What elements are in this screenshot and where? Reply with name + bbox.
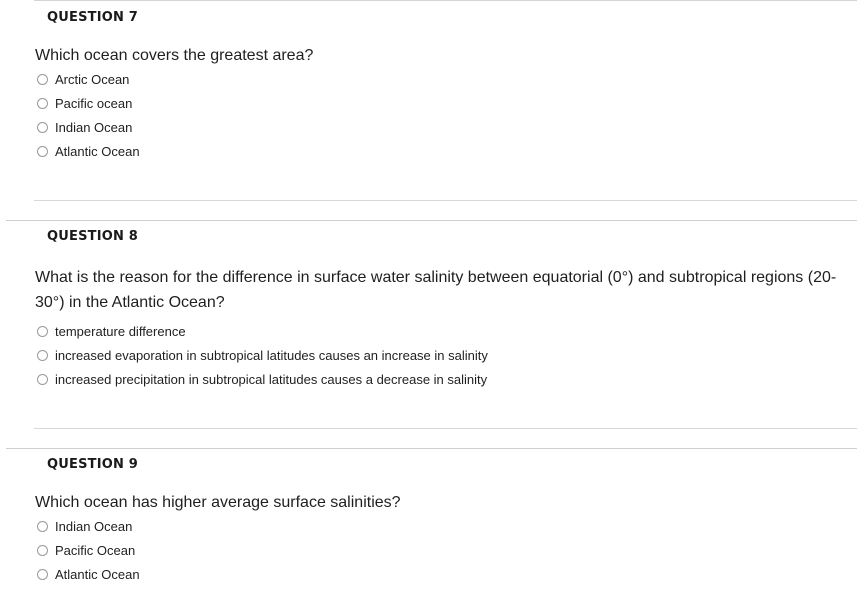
q7-option-indian[interactable] [37,118,132,136]
q9-option-atlantic[interactable] [37,565,140,583]
q7-option-atlantic[interactable] [37,142,140,160]
question-7-bottom-rule [34,200,857,201]
option-label: Pacific Ocean [55,542,136,558]
radio-button[interactable] [37,545,48,556]
question-8-text: What is the reason for the difference in surface water salinity between equatorial (0°) and subtropical regions (20-30°) in the Atlantic Ocean? [35,269,837,311]
option-label: Indian Ocean [55,518,133,534]
radio-button[interactable] [37,350,48,361]
q9-option-indian[interactable] [37,517,132,535]
q8-option-precipitation[interactable] [37,370,487,388]
question-separator [6,448,857,449]
radio-button[interactable] [37,374,48,385]
q8-option-temperature[interactable] [37,322,186,340]
radio-button[interactable] [37,122,48,133]
question-7-text: Which ocean covers the greatest area? [35,47,314,64]
option-label: Atlantic Ocean [55,566,140,582]
radio-button[interactable] [37,569,48,580]
option-label: increased precipitation in subtropical latitudes causes a decrease in salinity [55,371,488,387]
question-separator [6,220,857,221]
option-label: temperature difference [55,323,186,339]
option-label: Arctic Ocean [55,71,130,87]
radio-button[interactable] [37,74,48,85]
question-8-heading: QUESTION 8 [47,229,139,244]
q7-option-pacific[interactable] [37,94,132,112]
question-9-heading: QUESTION 9 [47,457,139,472]
question-8-bottom-rule [34,428,857,429]
option-label: increased evaporation in subtropical latitudes causes an increase in salinity [55,347,488,363]
question-9-text: Which ocean has higher average surface salinities? [35,494,401,511]
radio-button[interactable] [37,326,48,337]
q7-option-arctic[interactable] [37,70,129,88]
option-label: Pacific ocean [55,95,133,111]
question-7-heading: QUESTION 7 [47,10,139,25]
radio-button[interactable] [37,98,48,109]
option-label: Indian Ocean [55,119,133,135]
radio-button[interactable] [37,521,48,532]
radio-button[interactable] [37,146,48,157]
option-label: Atlantic Ocean [55,143,140,159]
q8-option-evaporation[interactable] [37,346,488,364]
q9-option-pacific[interactable] [37,541,135,559]
top-divider [34,0,857,1]
